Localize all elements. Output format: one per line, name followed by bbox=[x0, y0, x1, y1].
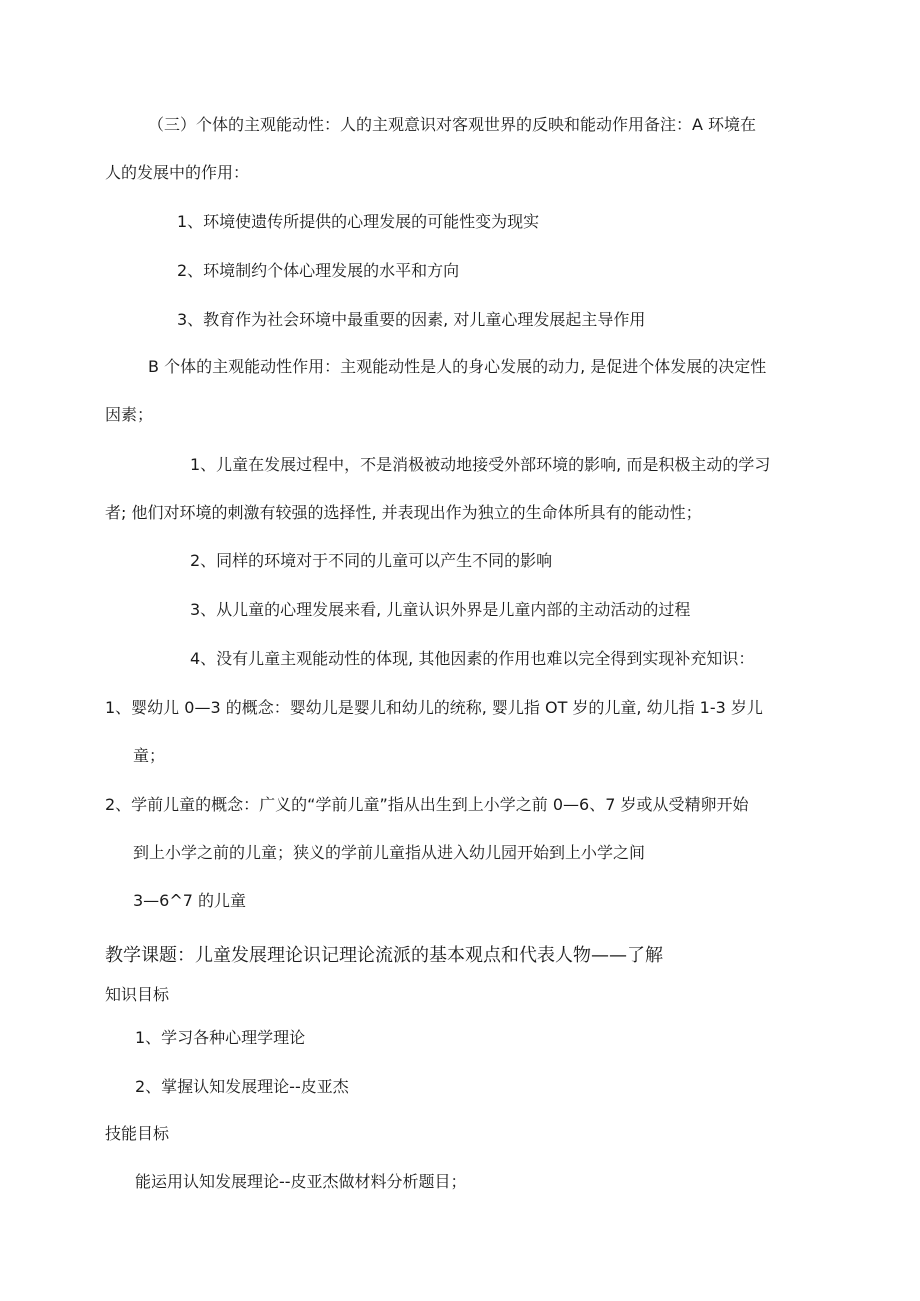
section-heading: 知识目标 bbox=[105, 985, 170, 1004]
list-item: 2、学前儿童的概念：广义的“学前儿童”指从出生到上小学之前 0—6、7 岁或从受精卵开始 bbox=[105, 795, 749, 814]
list-item: 1、婴幼儿 0—3 的概念：婴幼儿是婴儿和幼儿的统称, 婴儿指 OT 岁的儿童, 幼儿指 1-3 岁儿 bbox=[105, 698, 763, 717]
paragraph-line: 3—6^7 的儿童 bbox=[133, 891, 247, 910]
list-item: 2、掌握认知发展理论--皮亚杰 bbox=[135, 1077, 349, 1096]
paragraph-line: B 个体的主观能动性作用：主观能动性是人的身心发展的动力, 是促进个体发展的决定性 bbox=[148, 357, 767, 376]
list-item: 1、学习各种心理学理论 bbox=[135, 1028, 306, 1047]
list-item: 3、教育作为社会环境中最重要的因素, 对儿童心理发展起主导作用 bbox=[177, 310, 646, 329]
list-item: 3、从儿童的心理发展来看, 儿童认识外界是儿童内部的主动活动的过程 bbox=[190, 600, 691, 619]
lesson-topic-heading: 教学课题：儿童发展理论识记理论流派的基本观点和代表人物——了解 bbox=[105, 945, 663, 966]
list-item: 2、环境制约个体心理发展的水平和方向 bbox=[177, 261, 460, 280]
paragraph-line: （三）个体的主观能动性：人的主观意识对客观世界的反映和能动作用备注：A 环境在 bbox=[148, 115, 757, 134]
paragraph-line: 者; 他们对环境的刺激有较强的选择性, 并表现出作为独立的生命体所具有的能动性； bbox=[105, 503, 702, 522]
list-item: 1、儿童在发展过程中，不是消极被动地接受外部环境的影响, 而是积极主动的学习 bbox=[190, 455, 771, 474]
list-item: 4、没有儿童主观能动性的体现, 其他因素的作用也难以完全得到实现补充知识： bbox=[190, 649, 755, 668]
paragraph-line: 童； bbox=[133, 746, 166, 765]
list-item: 1、环境使遗传所提供的心理发展的可能性变为现实 bbox=[177, 212, 540, 231]
paragraph-line: 到上小学之前的儿童；狭义的学前儿童指从进入幼儿园开始到上小学之间 bbox=[133, 843, 646, 862]
paragraph-line: 能运用认知发展理论--皮亚杰做材料分析题目； bbox=[135, 1172, 467, 1191]
paragraph-line: 因素； bbox=[105, 405, 154, 424]
paragraph-line: 人的发展中的作用： bbox=[105, 163, 250, 182]
section-heading: 技能目标 bbox=[105, 1124, 170, 1143]
list-item: 2、同样的环境对于不同的儿童可以产生不同的影响 bbox=[190, 551, 553, 570]
